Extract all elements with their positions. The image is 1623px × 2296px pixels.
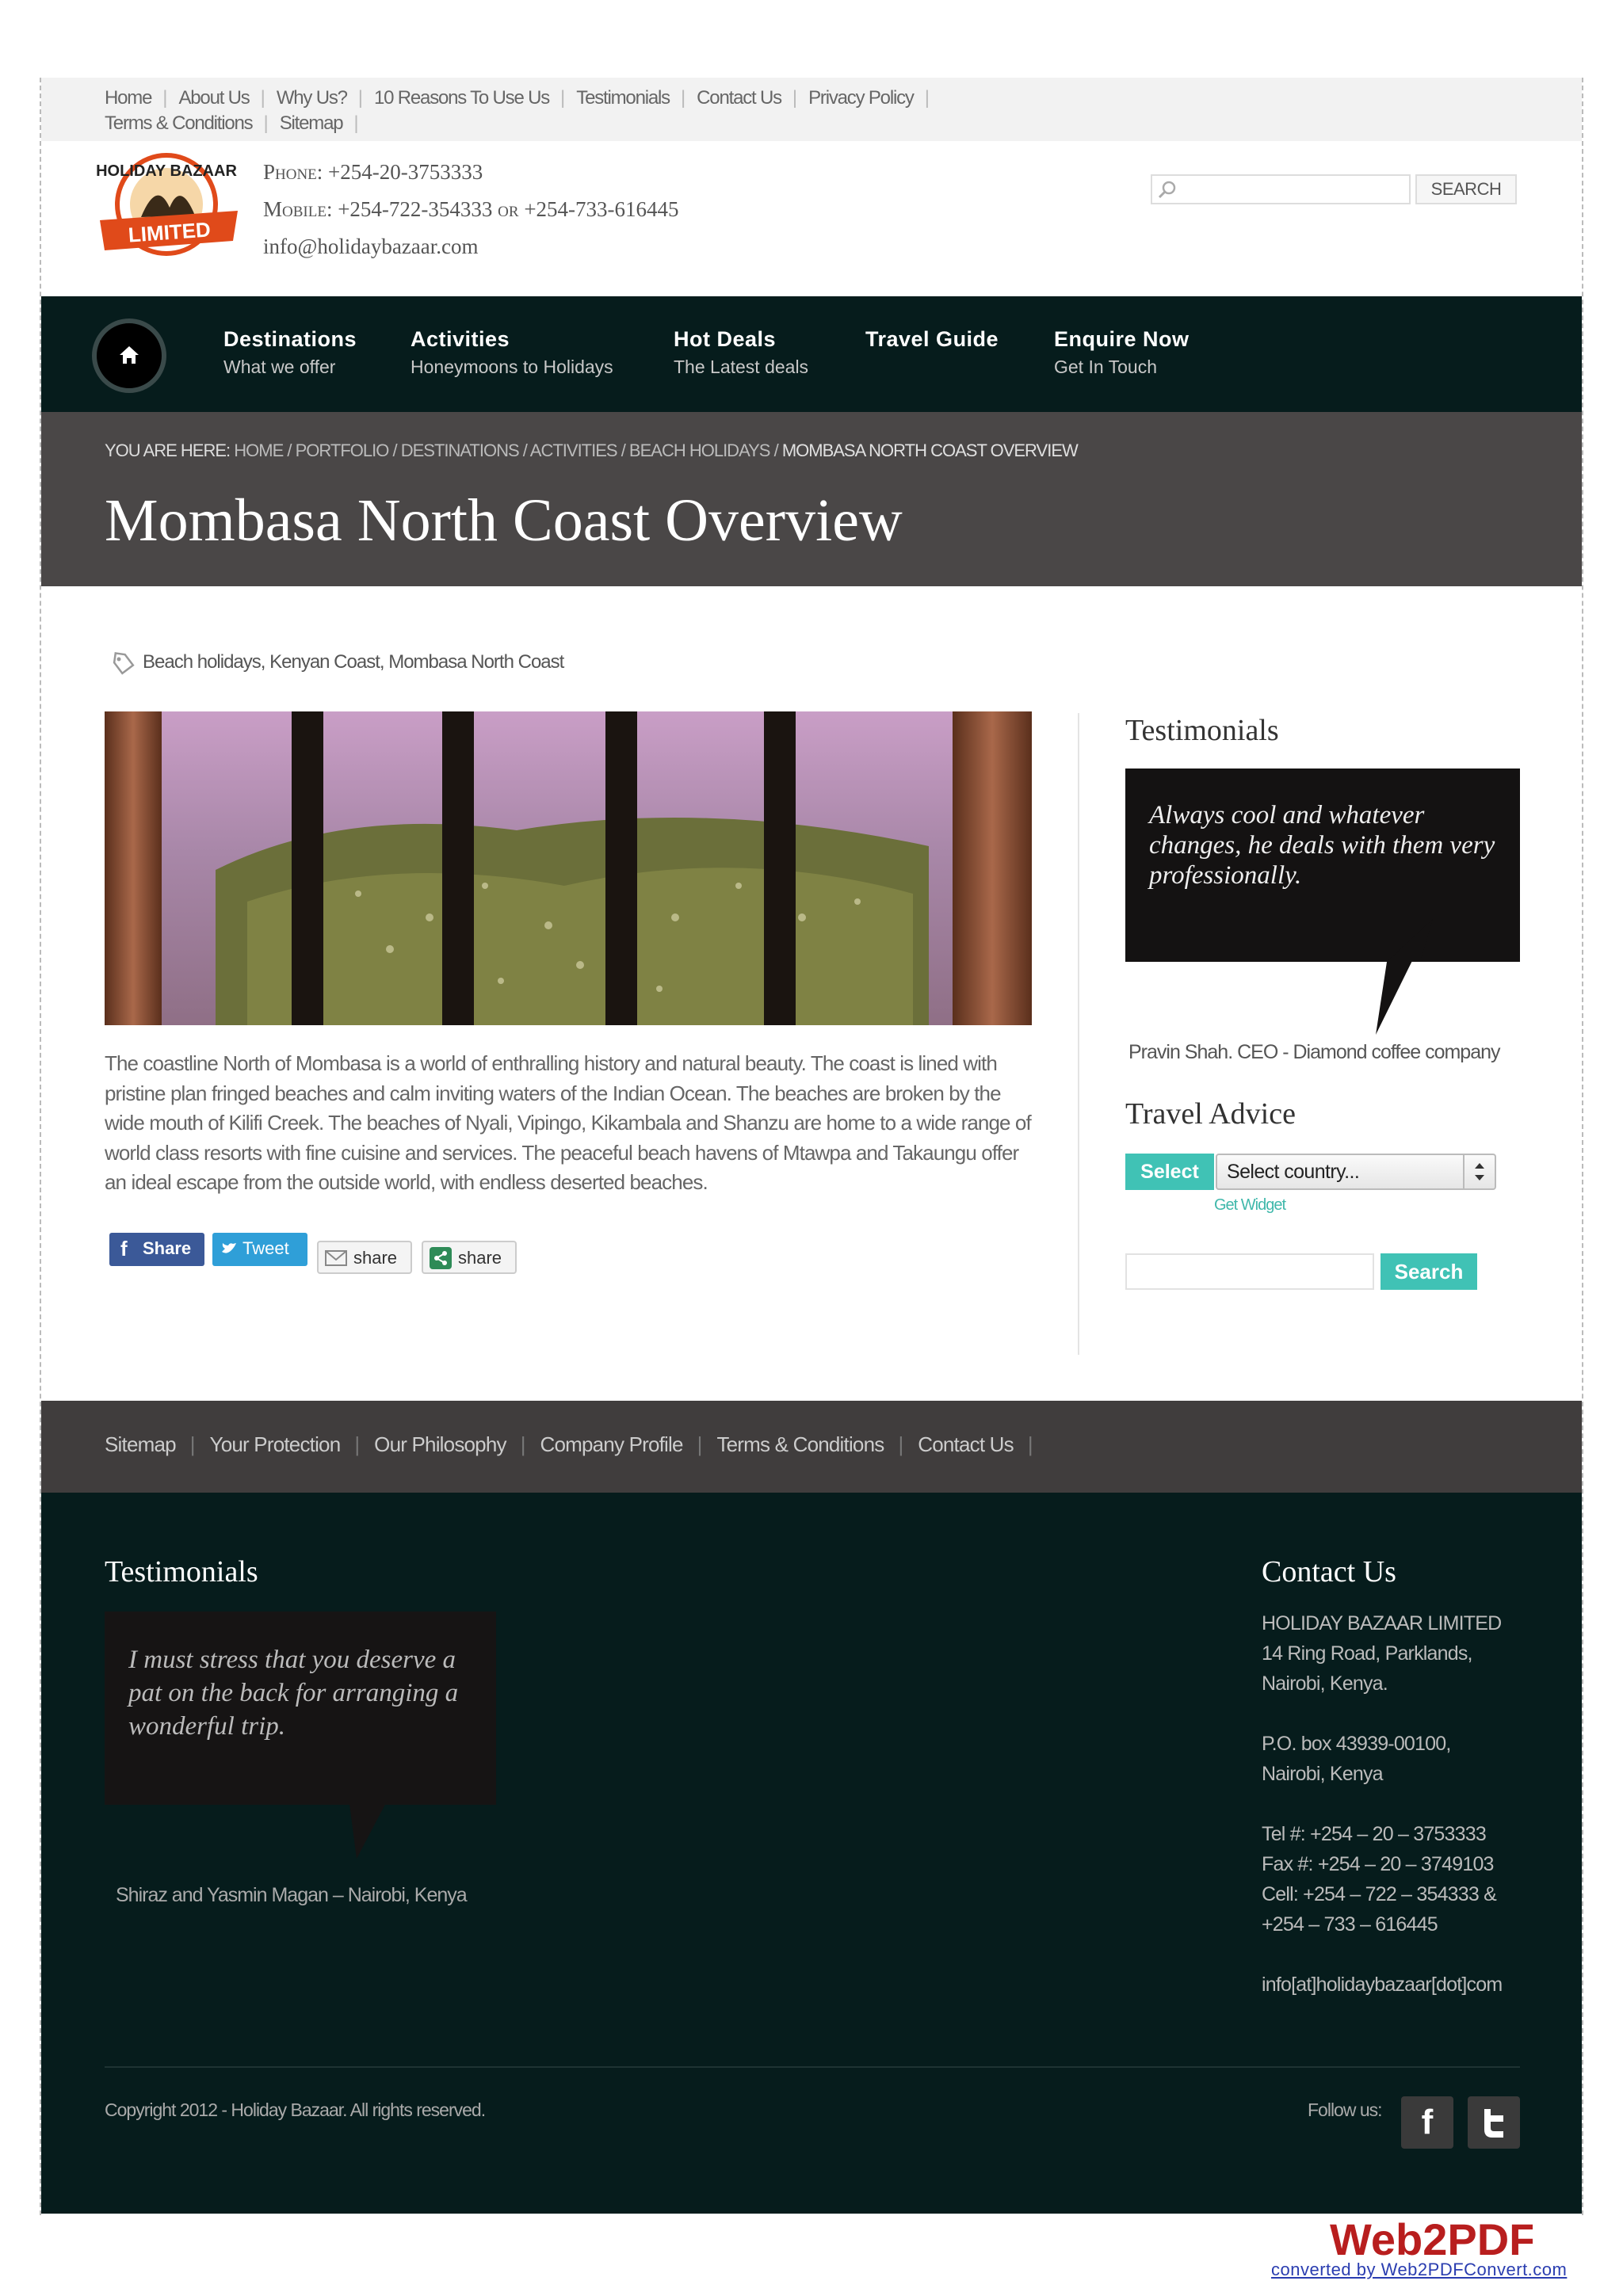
facebook-icon: f [120,1237,128,1261]
travel-advice-heading: Travel Advice [1125,1097,1296,1131]
search-icon [1157,180,1178,200]
footer-nav-protection[interactable]: Your Protection [209,1432,341,1456]
nav-activities[interactable] [411,323,613,379]
generic-share-label: share [458,1248,502,1268]
sidebar-testimonial-author: Pravin Shah. CEO - Diamond coffee company [1128,1041,1500,1063]
top-nav-reasons[interactable]: 10 Reasons To Use Us [374,87,550,109]
nav-travel-guide-title: Travel Guide [865,327,999,351]
facebook-follow-button[interactable] [1401,2096,1453,2149]
country-select[interactable] [1216,1154,1496,1190]
nav-enquire-title: Enquire Now [1054,327,1190,351]
breadcrumb-activities[interactable]: ACTIVITIES [529,441,617,460]
top-nav-about[interactable]: About Us [178,87,250,109]
sidebar-testimonials-heading: Testimonials [1125,714,1279,747]
footer-nav-company-profile[interactable]: Company Profile [540,1432,683,1456]
logo-text-top: HOLIDAY BAZAAR [96,162,237,180]
footer-fax: Fax #: +254 – 20 – 3749103 [1262,1853,1494,1875]
breadcrumb-portfolio[interactable]: PORTFOLIO [295,441,389,460]
select-arrows-icon [1463,1155,1495,1188]
email-icon [325,1249,347,1268]
footer-testimonials-heading: Testimonials [105,1555,258,1589]
article-body: The coastline North of Mombasa is a world of enthralling history and natural beauty. The coast is lined with pristine plan fringed beaches and calm inviting waters of the Indian Ocean. The beaches are broken by the wide mouth of Kilifi Creek. The beaches of Nyali, Vipingo, Kikambala and Shanzu are home to a wide range of world class resorts with fine cuisine and services. The peaceful beach havens of Mtawpa and Takaungu offer an ideal escape from the outside world, with endless deserted beaches. [105,1051,1031,1194]
breadcrumb-destinations[interactable]: DESTINATIONS [400,441,519,460]
header-contact [263,154,679,265]
breadcrumb-beach-holidays[interactable]: BEACH HOLIDAYS [628,441,770,460]
footer-nav-sitemap[interactable]: Sitemap [105,1432,176,1456]
web2pdf-link[interactable]: converted by Web2PDFConvert.com [1271,2260,1568,2279]
top-nav-why[interactable]: Why Us? [276,87,347,109]
nav-destinations-subtitle: What we offer [223,357,336,377]
nav-enquire-now[interactable] [1054,323,1190,379]
footer-contact-heading: Contact Us [1262,1555,1396,1589]
footer-address-2: Nairobi, Kenya. [1262,1672,1388,1695]
footer-nav-terms[interactable]: Terms & Conditions [716,1432,884,1456]
top-nav-sitemap[interactable]: Sitemap [279,113,343,134]
footer-po-box-2: Nairobi, Kenya [1262,1763,1383,1785]
nav-hot-deals-subtitle: The Latest deals [674,357,809,377]
travel-select-label: Select [1125,1154,1214,1190]
breadcrumb-prefix: YOU ARE HERE: [105,441,231,460]
footer-tel: Tel #: +254 – 20 – 3753333 [1262,1823,1486,1845]
home-icon [118,344,140,366]
web2pdf-logo-text: Web2PDF [1330,2215,1533,2264]
footer-po-box-1: P.O. box 43939-00100, [1262,1733,1451,1755]
top-nav-privacy[interactable]: Privacy Policy [808,87,914,109]
top-nav-testimonials[interactable]: Testimonials [576,87,670,109]
twitter-follow-button[interactable] [1468,2096,1520,2149]
nav-hot-deals[interactable] [674,323,808,379]
breadcrumb-home[interactable]: HOME [234,441,284,460]
mobile-number: +254-722-354333 [338,197,493,221]
country-select-value: Select country... [1227,1161,1360,1183]
phone-label: Phone: [263,160,323,184]
twitter-tweet-label: Tweet [242,1238,289,1258]
web2pdf-logo [1327,2215,1533,2266]
footer-address-1: 14 Ring Road, Parklands, [1262,1642,1472,1665]
header-search-button[interactable]: SEARCH [1415,174,1517,204]
email-share-button[interactable] [317,1241,412,1274]
nav-activities-subtitle: Honeymoons to Holidays [411,357,613,377]
sidebar-testimonial-quote [1125,769,1520,962]
sidebar-search-button[interactable]: Search [1381,1253,1477,1290]
logo-text-bottom: LIMITED [127,217,212,247]
home-button[interactable] [92,318,166,393]
get-widget-link[interactable]: Get Widget [1214,1196,1286,1214]
mobile-or: or [498,197,519,221]
mobile-number-2: +254-733-616445 [524,197,679,221]
twitter-tweet-button[interactable] [212,1233,307,1266]
footer-cell: Cell: +254 – 722 – 354333 & [1262,1883,1497,1905]
footer-contact-details [1262,1608,1531,2000]
hero-image [105,711,1032,1025]
footer-nav-contact[interactable]: Contact Us [918,1432,1014,1456]
header-email[interactable]: info@holidaybazaar.com [263,235,479,258]
sidebar-search-input[interactable] [1125,1253,1374,1290]
footer-quote-pointer [341,1798,404,1862]
sidebar-quote-text: Always cool and whatever changes, he deals with them very professionally. [1149,801,1495,890]
email-share-label: share [353,1248,398,1268]
follow-us-label: Follow us: [1308,2100,1382,2120]
top-nav-home[interactable]: Home [105,87,152,109]
post-tags-text[interactable]: Beach holidays, Kenyan Coast, Mombasa North Coast [143,651,564,673]
footer-quote-text: I must stress that you deserve a pat on the back for arranging a wonderful trip. [128,1646,459,1741]
footer-email[interactable]: info[at]holidaybazaar[dot]com [1262,1974,1503,1996]
content-divider [1078,713,1079,1355]
facebook-share-label: Share [143,1238,192,1258]
footer-nav-philosophy[interactable]: Our Philosophy [374,1432,506,1456]
generic-share-button[interactable] [422,1241,517,1274]
header-search-input[interactable] [1151,174,1411,204]
facebook-share-button[interactable] [109,1233,204,1266]
copyright: Copyright 2012 - Holiday Bazaar. All rights reserved. [105,2100,486,2120]
tag-icon [111,651,136,677]
facebook-icon: f [1421,2103,1434,2142]
top-nav: Home | About Us | Why Us? | 10 Reasons To Use Us | Testimonials | Contact Us | Privacy Policy | Terms & Conditions | Sitemap | [105,87,930,134]
page-title: Mombasa North Coast Overview [105,487,903,554]
nav-hot-deals-title: Hot Deals [674,327,777,351]
twitter-icon [1478,2106,1510,2139]
footer-divider [105,2066,1520,2068]
phone-number: +254-20-3753333 [328,160,483,184]
twitter-icon [220,1241,238,1257]
footer-testimonial-quote [105,1611,496,1805]
top-nav-contact[interactable]: Contact Us [697,87,781,109]
footer-cell-2: +254 – 733 – 616445 [1262,1913,1438,1936]
footer-nav: Sitemap | Your Protection | Our Philosophy | Company Profile | Terms & Conditions | Contact Us | [105,1432,1033,1456]
breadcrumb-current: MOMBASA NORTH COAST OVERVIEW [781,441,1078,460]
nav-travel-guide[interactable] [865,323,999,355]
share-icon [430,1247,452,1269]
nav-enquire-subtitle: Get In Touch [1054,357,1157,377]
mobile-label: Mobile: [263,197,333,221]
quote-pointer [1371,917,1434,1036]
breadcrumb: YOU ARE HERE: HOME / PORTFOLIO / DESTINATIONS / ACTIVITIES / BEACH HOLIDAYS / MOMBASA NORTH COAST OVERVIEW [105,441,1078,460]
top-nav-terms[interactable]: Terms & Conditions [105,113,253,134]
holiday-bazaar-logo[interactable] [94,147,244,266]
nav-destinations[interactable] [223,323,357,379]
footer-testimonial-author: Shiraz and Yasmin Magan – Nairobi, Kenya [116,1884,467,1906]
footer-company: HOLIDAY BAZAAR LIMITED [1262,1612,1502,1634]
nav-activities-title: Activities [411,327,510,351]
nav-destinations-title: Destinations [223,327,357,351]
